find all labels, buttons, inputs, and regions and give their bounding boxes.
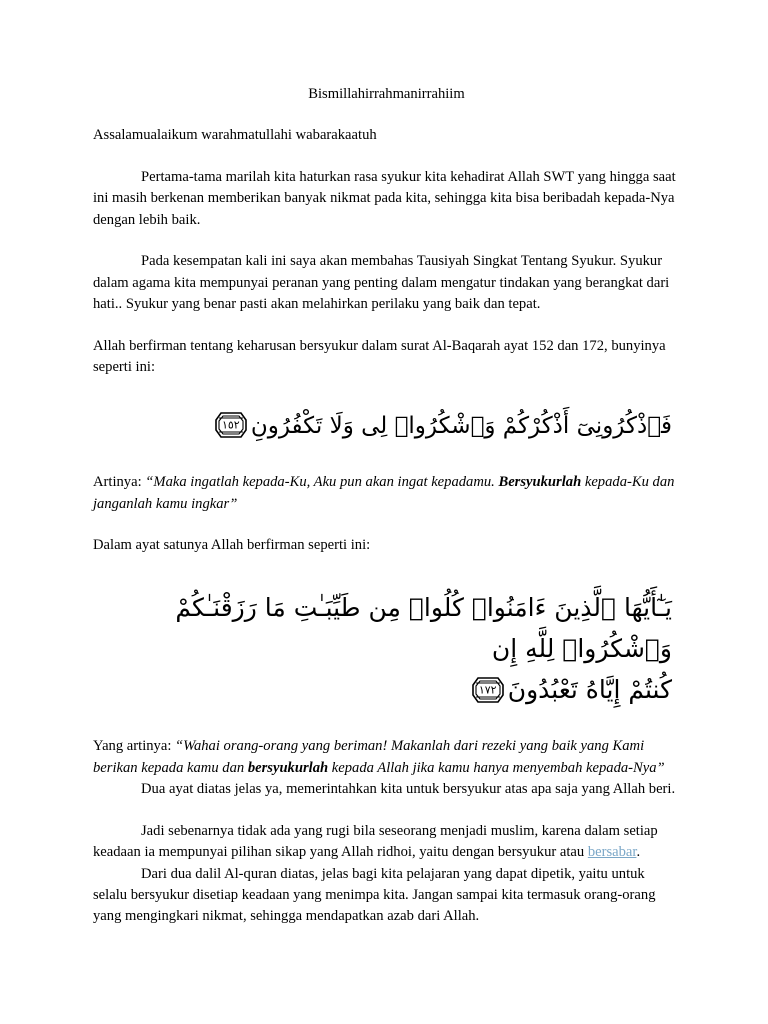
- greeting-line: Assalamualaikum warahmatullahi wabarakaatuh: [93, 127, 377, 144]
- basmalah-line: Bismillahirrahmanirrahiim: [308, 86, 465, 102]
- spacer: [93, 231, 680, 251]
- translation-2-emphasis: bersyukurlah: [247, 759, 329, 776]
- spacer: [93, 316, 680, 336]
- verse-number-text: ١٧٢: [478, 683, 497, 697]
- translation-1-emphasis: Bersyukurlah: [498, 474, 582, 491]
- bersabar-link[interactable]: bersabar: [587, 844, 637, 861]
- translation-2-quote-open: “Wahai orang-orang yang beriman! Makanlah dari rezeki yang baik yang Kami berikan kepada kamu dan: [93, 738, 645, 776]
- translation-2-label: Yang artinya:: [93, 738, 172, 755]
- translation-1-quote-close: kepada-Ku dan janganlah kamu ingkar”: [93, 474, 675, 512]
- spacer: [93, 147, 680, 167]
- paragraph-7: Dari dua dalil Al-quran diatas, jelas bagi kita pelajaran yang dapat dipetik, yaitu untuk selalu bersyukur disetiap keadaan yang menimpa kita. Jangan sampai kita termasuk orang-orang yang mengingkari nikmat, sehingga mendapatkan azab dari Allah.: [93, 865, 656, 925]
- verse-arabic-text: فَٱذْكُرُونِىٓ أَذْكُرْكُمْ وَٱشْكُرُوا۟ لِى وَلَا تَكْفُرُونِ: [250, 413, 672, 440]
- quran-verse-al-baqarah-152: [93, 408, 680, 446]
- document-body: [93, 84, 680, 928]
- verse-2-line-1: يَـٰٓأَيُّهَا ٱلَّذِينَ ءَامَنُوا۟ كُلُوا۟ مِن طَيِّبَـٰتِ مَا رَزَقْنَـٰكُمْ وَٱشْكُرُوا۟ لِلَّهِ إِن: [175, 592, 672, 663]
- quran-verse-al-baqarah-172: [93, 587, 680, 711]
- spacer: [93, 710, 680, 736]
- translation-2-quote-close: kepada Allah jika kamu hanya menyembah kepada-Nya”: [328, 759, 665, 776]
- translation-1: [93, 472, 680, 515]
- paragraph-2: Pada kesempatan kali ini saya akan membahas Tausiyah Singkat Tentang Syukur. Syukur dalam agama kita mempunyai peranan yang penting dalam mengatur tindakan yang berangkat dari hati.. Syukur yang benar pasti akan melahirkan perilaku yang baik dan tepat.: [93, 253, 670, 313]
- paragraph-6-text-after-link: .: [636, 844, 641, 861]
- translation-2: [93, 736, 680, 779]
- spacer: [93, 557, 680, 587]
- verse-number-marker-icon: [214, 411, 248, 439]
- paragraph-3: Allah berfirman tentang keharusan bersyukur dalam surat Al-Baqarah ayat 152 dan 172, bunyinya seperti ini:: [93, 337, 666, 375]
- paragraph-6: [93, 821, 680, 864]
- paragraph-5: Dua ayat diatas jelas ya, memerintahkan kita untuk bersyukur atas apa saja yang Allah beri.: [141, 781, 676, 798]
- spacer: [93, 378, 680, 408]
- paragraph-6-text-before-link: Jadi sebenarnya tidak ada yang rugi bila seseorang menjadi muslim, karena dalam setiap keadaan ia mempunyai pilihan sikap yang Allah ridhoi, yaitu dengan bersyukur atau: [93, 822, 658, 861]
- spacer: [93, 801, 680, 821]
- spacer: [93, 515, 680, 535]
- verse-number-text: ١٥٢: [221, 418, 240, 432]
- verse-number-marker-icon: [471, 676, 505, 704]
- paragraph-4: Dalam ayat satunya Allah berfirman seperti ini:: [93, 537, 371, 554]
- verse-2-line-2-text: كُنتُمْ إِيَّاهُ تَعْبُدُونَ: [507, 675, 672, 705]
- verse-2-line-2: [97, 669, 672, 710]
- translation-1-label: Artinya:: [93, 474, 142, 491]
- translation-1-quote-open: “Maka ingatlah kepada-Ku, Aku pun akan ingat kepadamu.: [145, 474, 499, 491]
- paragraph-1: Pertama-tama marilah kita haturkan rasa syukur kita kehadirat Allah SWT yang hingga saat ini masih berkenan memberikan banyak nikmat pada kita, sehingga kita bisa beribadah kepada-Nya dengan lebih baik.: [93, 168, 676, 228]
- spacer: [93, 105, 680, 125]
- spacer: [93, 446, 680, 472]
